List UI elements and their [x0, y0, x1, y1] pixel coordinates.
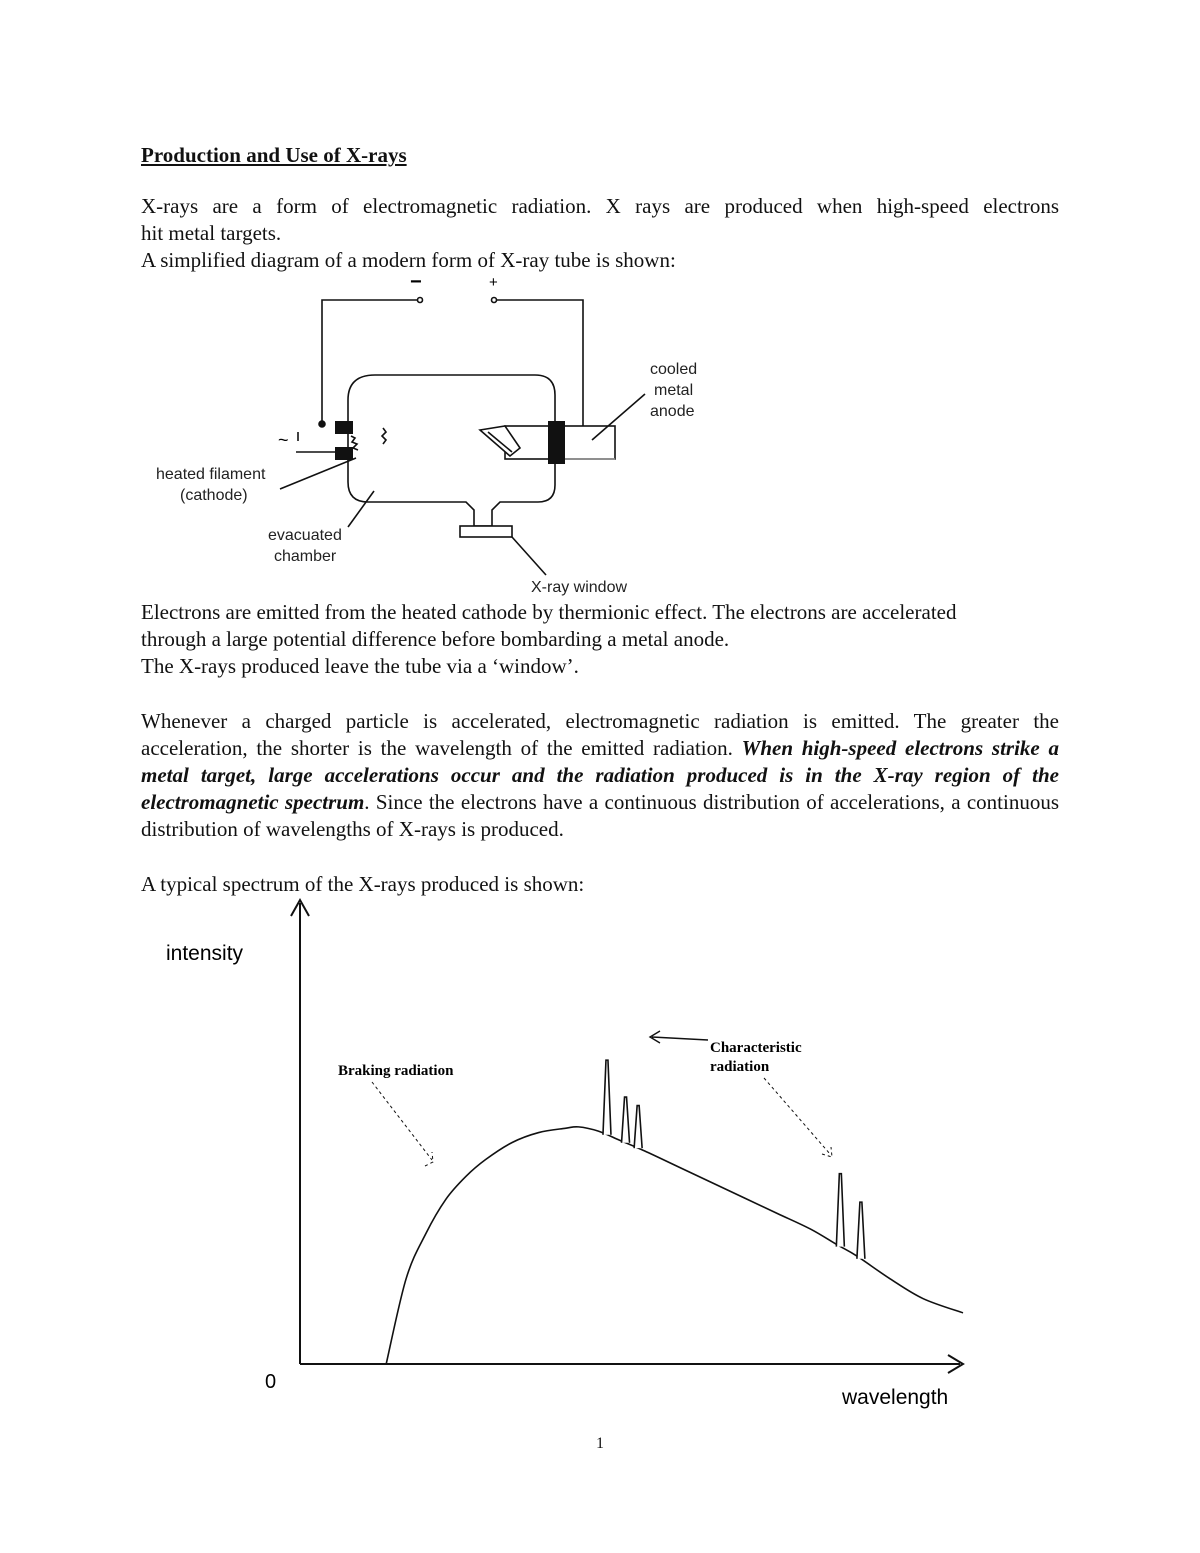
- intro-line-3: A simplified diagram of a modern form of X-ray tube is shown:: [141, 248, 676, 272]
- braking-radiation-label: Braking radiation: [338, 1063, 454, 1079]
- intro-line-1: X-rays are a form of electromagnetic radiation. X rays are produced when high-speed electrons: [141, 194, 1059, 218]
- window-line: The X-rays produced leave the tube via a ‘window’.: [141, 654, 579, 678]
- characteristic-peak: [634, 1106, 642, 1149]
- anode-label-1: cooled: [650, 361, 698, 378]
- plus-sign: +: [489, 274, 498, 291]
- spectrum-intro-text: A typical spectrum of the X-rays produced is shown:: [141, 872, 585, 896]
- filament-label-2: (cathode): [180, 487, 248, 504]
- filament-label-1: heated filament: [156, 466, 266, 483]
- characteristic-peak: [857, 1202, 865, 1259]
- y-axis-label: intensity: [166, 942, 244, 965]
- continuous-spectrum-curve: [386, 1127, 963, 1364]
- minus-sign: −: [410, 271, 422, 293]
- page-title: Production and Use of X-rays: [141, 143, 407, 167]
- chamber-label-1: evacuated: [268, 527, 342, 544]
- thermionic-line-1: Electrons are emitted from the heated cathode by thermionic effect. The electrons are accelerated: [141, 600, 957, 624]
- characteristic-peak: [622, 1097, 630, 1143]
- characteristic-arrow-down: [764, 1078, 832, 1157]
- characteristic-peaks: [603, 1060, 865, 1259]
- thermionic-line-2: through a large potential difference before bombarding a metal anode.: [141, 627, 730, 651]
- x-axis-label: wavelength: [842, 1386, 949, 1409]
- page-number: 1: [596, 1435, 604, 1452]
- characteristic-peak: [603, 1060, 611, 1135]
- accel-text-1: Whenever a charged particle is accelerated, electromagnetic radiation is emitted. The greater the acceleration, the shorter is the wavelength of the emitted radiation.: [141, 709, 1059, 760]
- characteristic-label-1: Characteristic: [710, 1040, 802, 1056]
- accel-bold-text: When high-speed electrons strike a metal target, large accelerations occur and the radiation produced is in the X-ray region of the electromagnetic spectrum: [141, 736, 1059, 814]
- origin-label: 0: [265, 1371, 277, 1393]
- anode-label-2: metal: [654, 382, 694, 399]
- intro-line-2: hit metal targets.: [141, 221, 282, 245]
- window-label: X-ray window: [531, 579, 628, 596]
- characteristic-peak: [836, 1174, 844, 1247]
- chamber-label-2: chamber: [274, 548, 337, 565]
- anode-label-3: anode: [650, 403, 695, 420]
- characteristic-label-2: radiation: [710, 1059, 770, 1075]
- characteristic-arrow-up: [650, 1031, 708, 1043]
- ac-symbol: ~: [278, 430, 289, 450]
- braking-arrow: [372, 1082, 433, 1166]
- accel-text-2: . Since the electrons have a continuous distribution of accelerations, a continuous distribution of wavelengths of X-rays is produced.: [141, 790, 1060, 841]
